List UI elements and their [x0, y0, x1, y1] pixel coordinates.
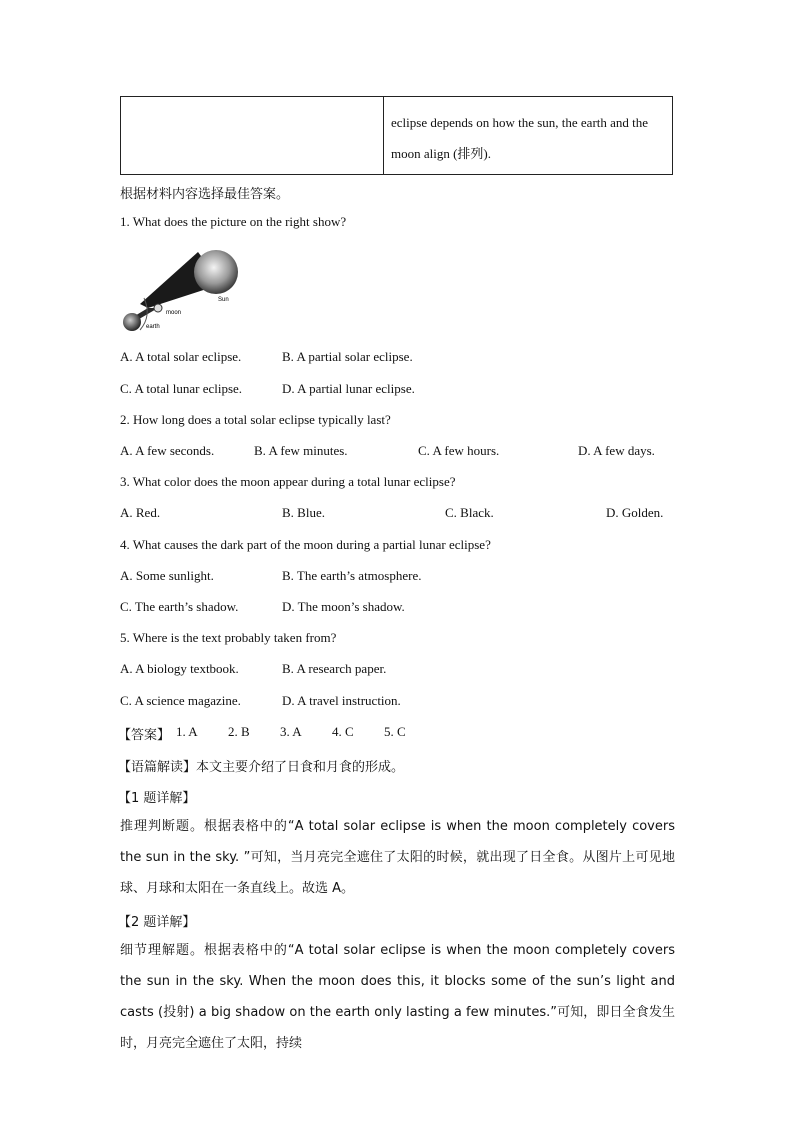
label-sun: Sun — [218, 297, 229, 303]
question-5: 5. Where is the text probably taken from? — [120, 630, 337, 645]
q3-option-a[interactable]: A. Red. — [120, 505, 161, 520]
earth-shape — [123, 313, 141, 331]
q5-option-c[interactable]: C. A science magazine. — [120, 693, 241, 708]
question-3: 3. What color does the moon appear during a total lunar eclipse? — [120, 474, 456, 489]
sun-shape — [194, 250, 238, 294]
q5-option-d[interactable]: D. A travel instruction. — [282, 693, 401, 708]
detail-2-text: 细节理解题。根据表格中的“A total solar eclipse is when the moon completely covers the sun in the sky. When the moon does this, it blocks some of the sun’s light and casts (投射) a big shadow on the earth only lasting a few minutes.”可知，即日全食发生时，月亮完全遮住了太阳，持续 — [120, 943, 675, 1051]
answer-5: 5. C — [384, 724, 406, 739]
label-moon: moon — [166, 310, 182, 316]
q1-option-b[interactable]: B. A partial solar eclipse. — [282, 349, 413, 364]
q5-option-a[interactable]: A. A biology textbook. — [120, 661, 239, 676]
q4-option-a[interactable]: A. Some sunlight. — [120, 568, 214, 583]
answer-2: 2. B — [228, 724, 250, 739]
table-right-cell: eclipse depends on how the sun, the earth and the moon align (排列). — [391, 115, 649, 161]
answer-4: 4. C — [332, 724, 354, 739]
q4-option-b[interactable]: B. The earth’s atmosphere. — [282, 568, 422, 583]
question-4: 4. What causes the dark part of the moon during a partial lunar eclipse? — [120, 537, 491, 552]
q2-option-b[interactable]: B. A few minutes. — [254, 443, 348, 458]
q1-option-a[interactable]: A. A total solar eclipse. — [120, 349, 242, 364]
moon-shape — [154, 304, 162, 312]
q2-option-c[interactable]: C. A few hours. — [418, 443, 500, 458]
answer-3: 3. A — [280, 724, 302, 739]
q1-option-c[interactable]: C. A total lunar eclipse. — [120, 381, 243, 396]
q2-option-a[interactable]: A. A few seconds. — [120, 443, 215, 458]
reading-summary: 【语篇解读】本文主要介绍了日食和月食的形成。 — [118, 760, 405, 775]
q3-option-c[interactable]: C. Black. — [445, 505, 494, 520]
label-earth: earth — [146, 324, 160, 330]
table-divider — [383, 97, 384, 174]
answers-label: 【答案】 — [118, 728, 171, 743]
question-1: 1. What does the picture on the right show? — [120, 214, 347, 229]
q1-option-d[interactable]: D. A partial lunar eclipse. — [282, 381, 415, 396]
detail-1-text: 推理判断题。根据表格中的“A total solar eclipse is when the moon completely covers the sun in the sky. ”可知，当月亮完全遮住了太阳的时候，就出现了日全食。从图片上可见地球、月球和太阳在一条直线上。故选 A。 — [120, 819, 675, 896]
eclipse-figure — [118, 246, 246, 334]
question-2: 2. How long does a total solar eclipse typically last? — [120, 412, 391, 427]
detail-1-heading: 【1 题详解】 — [118, 791, 196, 806]
table-fragment — [120, 96, 673, 175]
q3-option-b[interactable]: B. Blue. — [282, 505, 325, 520]
detail-2-heading: 【2 题详解】 — [118, 915, 196, 930]
answer-1: 1. A — [176, 724, 198, 739]
q4-option-c[interactable]: C. The earth’s shadow. — [120, 599, 239, 614]
q2-option-d[interactable]: D. A few days. — [578, 443, 655, 458]
q3-option-d[interactable]: D. Golden. — [606, 505, 664, 520]
q5-option-b[interactable]: B. A research paper. — [282, 661, 387, 676]
instruction: 根据材料内容选择最佳答案。 — [120, 187, 290, 202]
q4-option-d[interactable]: D. The moon’s shadow. — [282, 599, 405, 614]
